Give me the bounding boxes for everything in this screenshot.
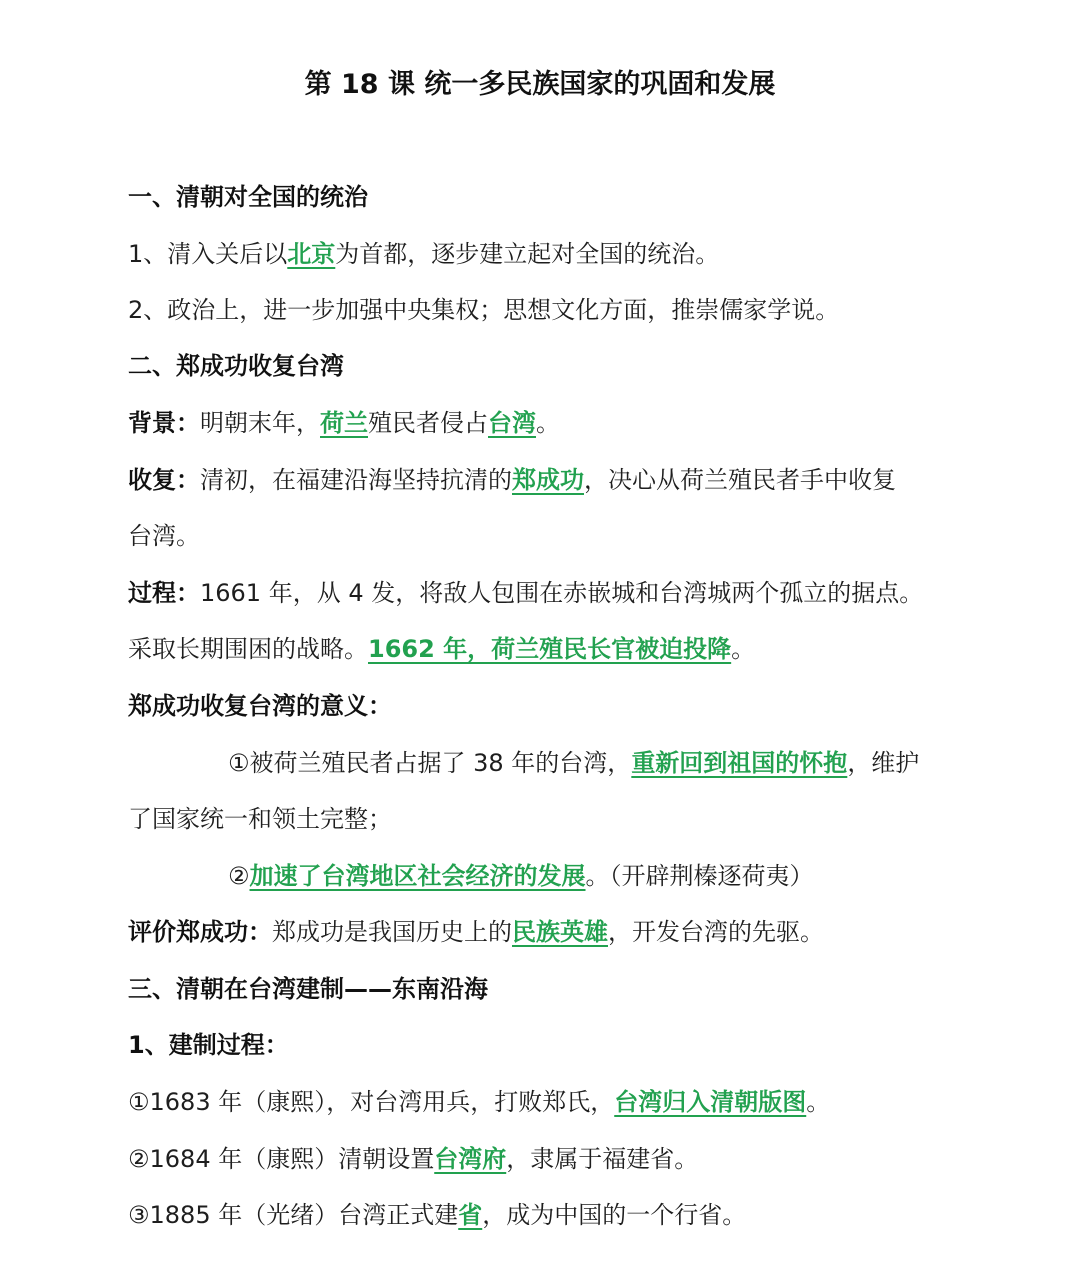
text: 。 <box>806 1088 831 1116</box>
keyword-netherlands: 荷兰 <box>320 409 368 437</box>
text: 明朝末年， <box>200 409 320 437</box>
text: ①1683 年（康熙），对台湾用兵，打败郑氏， <box>128 1088 615 1116</box>
text: ①被荷兰殖民者占据了 38 年的台湾， <box>228 749 632 777</box>
text: 。 <box>536 409 560 437</box>
keyword-province: 省 <box>458 1201 483 1229</box>
recover-line-cont: 台湾。 <box>128 522 200 550</box>
text: 清初，在福建沿海坚持抗清的 <box>200 466 512 494</box>
evaluation-line <box>128 912 958 952</box>
text: 为首都，逐步建立起对全国的统治。 <box>335 240 720 268</box>
section-2-heading: 二、郑成功收复台湾 <box>128 352 344 380</box>
keyword-qing-territory: 台湾归入清朝版图 <box>614 1088 807 1116</box>
text: 。（开辟荆榛逐荷夷） <box>585 862 814 890</box>
significance-heading: 郑成功收复台湾的意义： <box>128 692 392 720</box>
significance-item-1-cont: 了国家统一和领土完整； <box>128 805 392 833</box>
text: ②1684 年（康熙）清朝设置 <box>128 1145 435 1173</box>
s3-item-3 <box>128 1195 958 1235</box>
keyword-beijing: 北京 <box>287 240 336 268</box>
text: 郑成功是我国历史上的 <box>272 918 512 946</box>
s1-point-1 <box>128 234 958 274</box>
process-line-cont <box>128 629 958 669</box>
keyword-economic-development: 加速了台湾地区社会经济的发展 <box>249 862 586 890</box>
text: 1661 年，从 4 发，将敌人包围在赤嵌城和台湾城两个孤立的据点。 <box>200 579 924 607</box>
section-1-heading: 一、清朝对全国的统治 <box>128 183 368 211</box>
label-process: 过程： <box>128 579 200 607</box>
significance-item-2 <box>228 856 1058 896</box>
s3-subheading: 1、建制过程： <box>128 1031 289 1059</box>
text: 殖民者侵占 <box>368 409 488 437</box>
keyword-national-hero: 民族英雄 <box>512 918 608 946</box>
text: ② <box>228 862 250 890</box>
text: 。 <box>731 635 756 663</box>
lesson-title: 第 18 课 统一多民族国家的巩固和发展 <box>304 69 776 100</box>
process-line <box>128 573 958 613</box>
text: ，开发台湾的先驱。 <box>608 918 824 946</box>
s3-item-1 <box>128 1082 958 1122</box>
label-evaluation: 评价郑成功： <box>128 918 272 946</box>
text: ③1885 年（光绪）台湾正式建 <box>128 1201 459 1229</box>
recover-line <box>128 460 958 500</box>
s1-point-2: 2、政治上，进一步加强中央集权；思想文化方面，推崇儒家学说。 <box>128 296 840 324</box>
significance-item-1 <box>228 743 1058 783</box>
text: ，维护 <box>847 749 920 777</box>
text: ，决心从荷兰殖民者手中收复 <box>584 466 896 494</box>
text: ，成为中国的一个行省。 <box>482 1201 747 1229</box>
text: ，隶属于福建省。 <box>506 1145 699 1173</box>
keyword-return-motherland: 重新回到祖国的怀抱 <box>631 749 848 777</box>
keyword-taiwan: 台湾 <box>488 409 536 437</box>
keyword-surrender-1662: 1662 年，荷兰殖民长官被迫投降 <box>368 635 732 663</box>
section-3-heading: 三、清朝在台湾建制——东南沿海 <box>128 975 488 1003</box>
background-line <box>128 403 958 443</box>
s3-item-2 <box>128 1139 958 1179</box>
keyword-zheng-chenggong: 郑成功 <box>512 466 584 494</box>
text: 1、清入关后以 <box>128 240 288 268</box>
label-background: 背景： <box>128 409 200 437</box>
label-recover: 收复： <box>128 466 200 494</box>
keyword-taiwan-prefecture: 台湾府 <box>434 1145 507 1173</box>
text: 采取长期围困的战略。 <box>128 635 368 663</box>
